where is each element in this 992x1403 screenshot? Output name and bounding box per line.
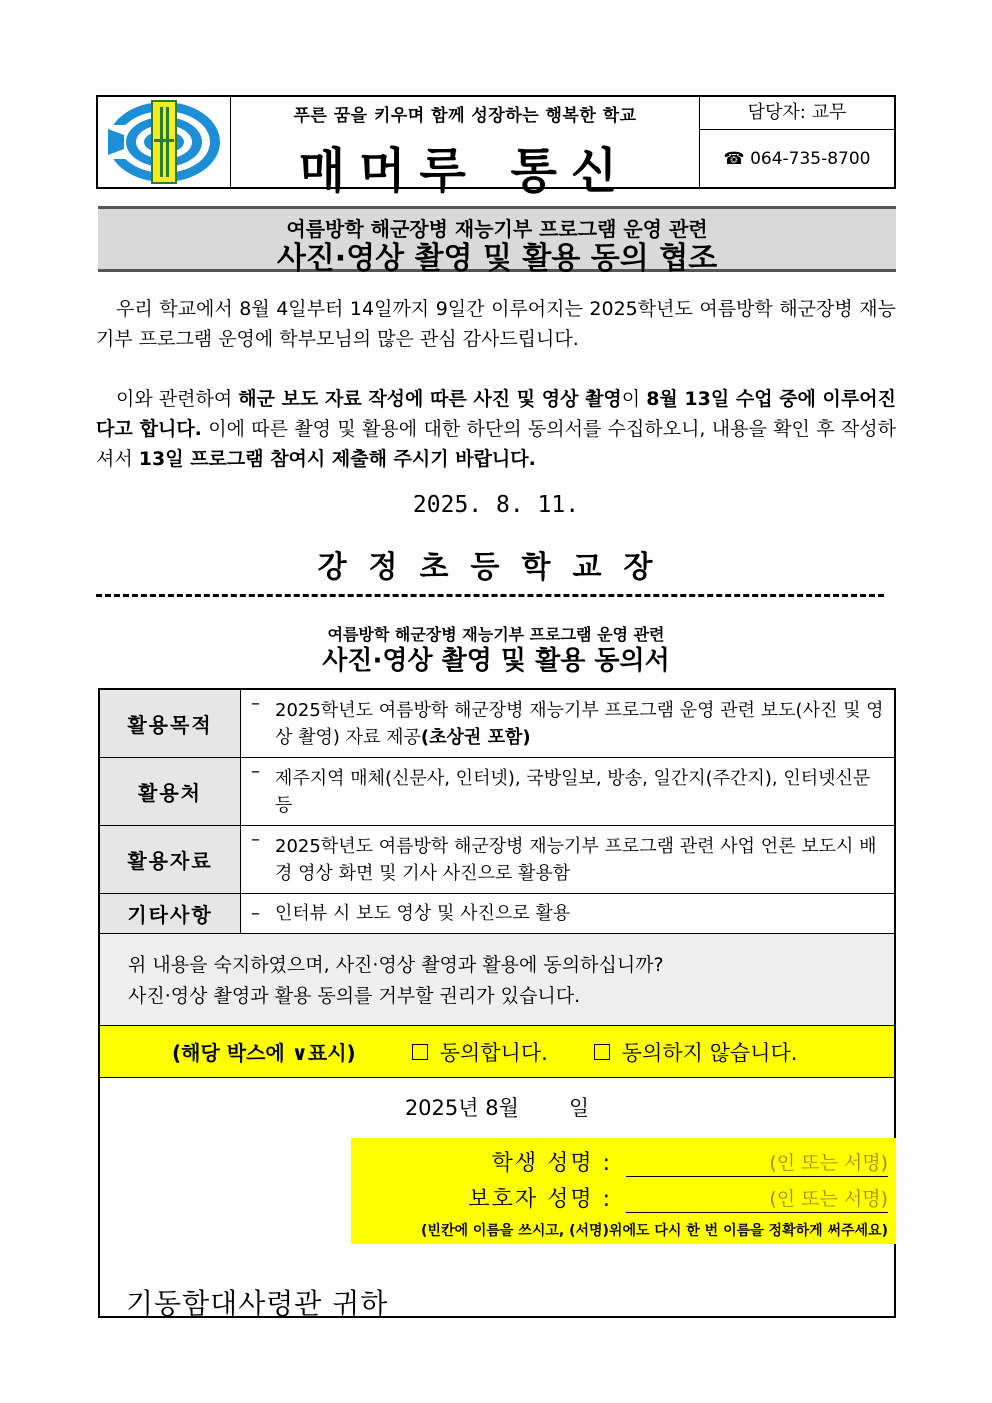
notice-paragraph-1 xyxy=(96,294,896,354)
notice-paragraph-2 xyxy=(96,384,896,474)
consent-choice-row xyxy=(100,1026,894,1078)
row-text: 제주지역 매체(신문사, 인터넷), 국방일보, 방송, 일간지(주간지), 인터넷신문 등 xyxy=(275,767,871,816)
notice-date: 2025. 8. 11. xyxy=(412,492,580,518)
student-signature-row xyxy=(492,1146,888,1177)
disagree-checkbox[interactable] xyxy=(594,1044,610,1060)
row-label: 활용자료 xyxy=(100,826,241,893)
table-row xyxy=(100,826,894,894)
school-emblem-icon xyxy=(104,99,224,185)
row-content xyxy=(241,758,894,825)
row-content xyxy=(241,826,894,893)
notice-title: 사진·영상 촬영 및 활용 동의 협조 xyxy=(276,241,718,276)
paragraph-2-part: 이와 관련하여 xyxy=(116,388,239,410)
newsletter-title: 매머루 통신 xyxy=(298,143,632,199)
form-date xyxy=(100,1092,894,1122)
student-name-label: 학생 성명 : xyxy=(491,1151,612,1176)
title-cell xyxy=(231,97,700,199)
principal-signature: 강정초등학교장 xyxy=(317,550,675,585)
contact-person: 담당자: 교무 xyxy=(700,97,894,130)
form-title: 사진·영상 촬영 및 활용 동의서 xyxy=(322,646,670,676)
row-content xyxy=(241,690,894,757)
row-text-body: 2025학년도 여름방학 해군장병 재능기부 프로그램 운영 관련 보도(사진 및 영상 촬영) 자료 제공 xyxy=(275,699,884,748)
agree-label: 동의합니다. xyxy=(439,1040,548,1065)
notice-subtitle: 여름방학 해군장병 재능기부 프로그램 운영 관련 xyxy=(286,217,708,241)
question-line-2: 사진·영상 촬영과 활용 동의를 거부할 권리가 있습니다. xyxy=(128,985,581,1007)
contact-phone xyxy=(700,130,894,187)
phone-number: ☎ 064-735-8700 xyxy=(723,148,871,169)
school-slogan: 푸른 꿈을 키우며 함께 성장하는 행복한 학교 xyxy=(293,106,637,126)
dash-marker: – xyxy=(251,829,260,850)
paragraph-2-bold: 해군 보도 자료 작성에 따른 사진 및 영상 촬영 xyxy=(238,388,622,410)
notice-banner xyxy=(98,206,896,276)
consent-question xyxy=(100,934,894,1026)
dash-marker: – xyxy=(251,761,260,782)
cut-line xyxy=(96,594,884,597)
newsletter-header xyxy=(96,95,896,199)
contact-info xyxy=(700,97,894,187)
table-row xyxy=(100,894,894,934)
paragraph-2-part: 이에 따른 촬영 및 활용에 대한 하단의 동의서를 수집하오니, 내용을 확인 후 작성하셔서 xyxy=(96,418,896,470)
agree-checkbox[interactable] xyxy=(412,1044,428,1060)
dash-marker: – xyxy=(251,903,260,924)
row-text-bold: (초상권 포함) xyxy=(420,726,531,748)
addressee: 기동함대사령관 귀하 xyxy=(126,1287,389,1320)
disagree-option[interactable] xyxy=(594,1037,798,1067)
row-label: 활용처 xyxy=(100,758,241,825)
paragraph-2-part: 이 xyxy=(621,388,647,410)
paragraph-1-text: 우리 학교에서 8월 4일부터 14일까지 9일간 이루어지는 2025학년도 여름방학 해군장병 재능기부 프로그램 운영에 학부모님의 많은 관심 감사드립니다. xyxy=(96,298,896,350)
consent-form xyxy=(98,688,896,1318)
guardian-name-field[interactable]: (인 또는 서명) xyxy=(626,1186,888,1213)
table-row xyxy=(100,758,894,826)
agree-option[interactable] xyxy=(412,1037,548,1067)
form-date-year-month: 2025년 8월 xyxy=(404,1096,519,1120)
form-date-day: 일 xyxy=(568,1096,590,1120)
mark-instruction: (해당 박스에 ∨표시) xyxy=(172,1041,356,1065)
form-heading xyxy=(0,622,992,677)
guardian-signature-row xyxy=(468,1182,888,1213)
row-label: 활용목적 xyxy=(100,690,241,757)
row-text: 인터뷰 시 보도 영상 및 사진으로 활용 xyxy=(275,903,571,924)
row-content xyxy=(241,894,894,933)
paragraph-2-bold: 8월 13일 수업 중에 이루어진다고 합니다. xyxy=(96,388,896,440)
guardian-name-label: 보호자 성명 : xyxy=(468,1187,612,1212)
student-name-field[interactable]: (인 또는 서명) xyxy=(626,1150,888,1177)
row-text xyxy=(275,697,886,751)
dash-marker: – xyxy=(251,693,260,714)
logo-cell xyxy=(98,97,231,187)
disagree-label: 동의하지 않습니다. xyxy=(621,1040,798,1065)
form-subtitle: 여름방학 해군장병 재능기부 프로그램 운영 관련 xyxy=(327,625,665,644)
table-row xyxy=(100,690,894,758)
paragraph-2-bold: 13일 프로그램 참여시 제출해 주시기 바랍니다. xyxy=(138,448,536,470)
row-text: 2025학년도 여름방학 해군장병 재능기부 프로그램 관련 사업 언론 보도시 배경 영상 화면 및 기사 사진으로 활용함 xyxy=(275,835,877,884)
question-line-1: 위 내용을 숙지하였으며, 사진·영상 촬영과 활용에 동의하십니까? xyxy=(128,954,664,976)
signature-instruction: (빈칸에 이름을 쓰시고, (서명)위에도 다시 한 번 이름을 정확하게 써주세요) xyxy=(421,1223,888,1239)
signature-area xyxy=(351,1138,896,1244)
row-label: 기타사항 xyxy=(100,894,241,933)
